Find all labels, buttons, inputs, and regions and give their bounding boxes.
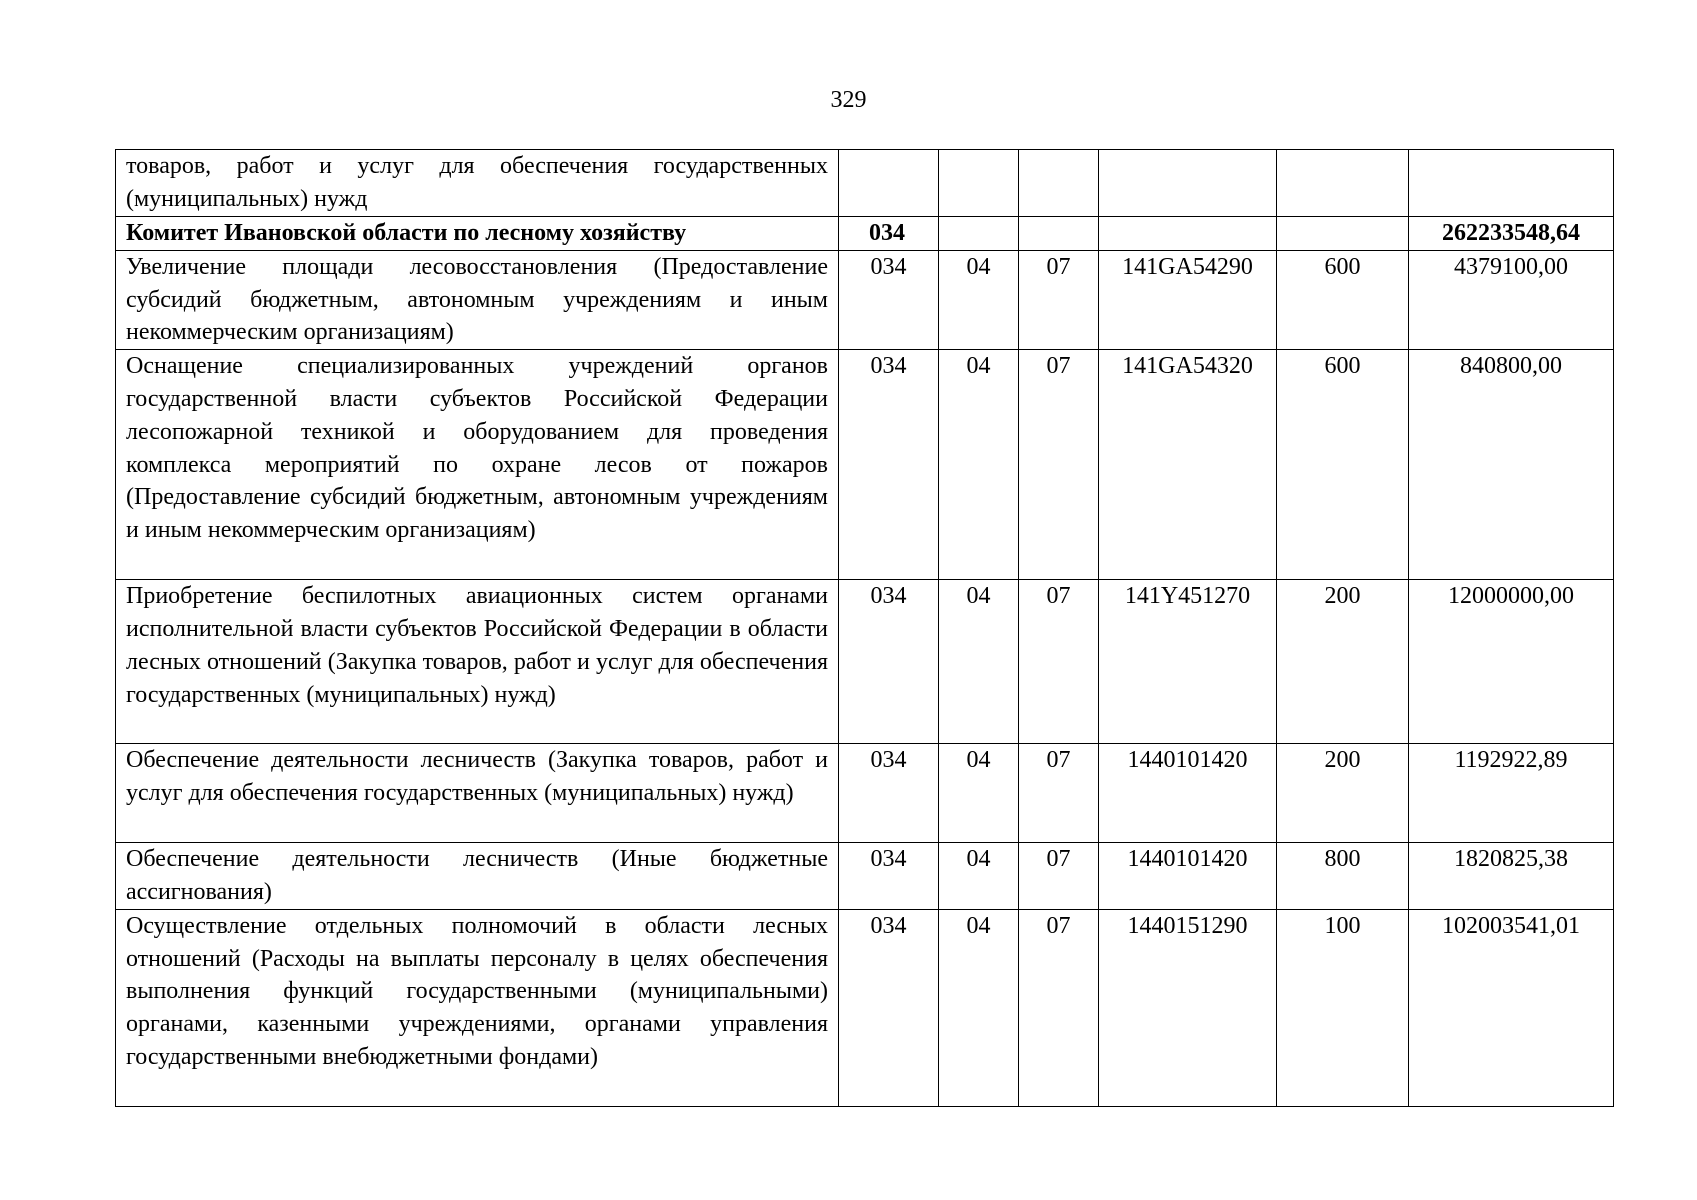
expense-type-code: 800: [1277, 843, 1409, 910]
expense-type-code: 200: [1277, 580, 1409, 744]
target-article-code: 141GA54320: [1099, 350, 1277, 580]
row-name: Приобретение беспилотных авиационных систем органами исполнительной власти субъектов Российской Федерации в области лесных отношений (Закупка товаров, работ и услуг для обеспечения государственных (муниципальных) нужд): [116, 580, 839, 744]
table-row: [116, 250, 1614, 349]
row-name: Осуществление отдельных полномочий в области лесных отношений (Расходы на выплаты персоналу в целях обеспечения выполнения функций государственными (муниципальными) органами, казенными учреждениями, органами управления государственными внебюджетными фондами): [116, 909, 839, 1106]
row-name: товаров, работ и услуг для обеспечения государственных (муниципальных) нужд: [116, 150, 839, 217]
target-article-code: [1099, 217, 1277, 251]
ministry-code: 034: [839, 744, 939, 843]
ministry-code: 034: [839, 250, 939, 349]
amount: 1820825,38: [1409, 843, 1614, 910]
table-row: [116, 150, 1614, 217]
table-row: [116, 350, 1614, 580]
table-row: [116, 744, 1614, 843]
table-row: [116, 909, 1614, 1106]
section-code: 04: [939, 843, 1019, 910]
subsection-code: 07: [1019, 350, 1099, 580]
section-code: 04: [939, 744, 1019, 843]
ministry-code: 034: [839, 909, 939, 1106]
amount: 840800,00: [1409, 350, 1614, 580]
section-code: [939, 150, 1019, 217]
ministry-code: 034: [839, 580, 939, 744]
subsection-code: [1019, 150, 1099, 217]
expense-type-code: 200: [1277, 744, 1409, 843]
expense-type-code: 600: [1277, 350, 1409, 580]
target-article-code: 1440101420: [1099, 744, 1277, 843]
amount: 102003541,01: [1409, 909, 1614, 1106]
target-article-code: [1099, 150, 1277, 217]
row-name: Увеличение площади лесовосстановления (Предоставление субсидий бюджетным, автономным учреждениям и иным некоммерческим организациям): [116, 250, 839, 349]
target-article-code: 141GA54290: [1099, 250, 1277, 349]
table-row: [116, 580, 1614, 744]
subsection-code: 07: [1019, 250, 1099, 349]
amount: 262233548,64: [1409, 217, 1614, 251]
amount: [1409, 150, 1614, 217]
subsection-code: 07: [1019, 744, 1099, 843]
subsection-code: 07: [1019, 580, 1099, 744]
subsection-code: 07: [1019, 843, 1099, 910]
row-name: Обеспечение деятельности лесничеств (Иные бюджетные ассигнования): [116, 843, 839, 910]
expense-type-code: [1277, 150, 1409, 217]
amount: 4379100,00: [1409, 250, 1614, 349]
section-code: 04: [939, 909, 1019, 1106]
subsection-code: 07: [1019, 909, 1099, 1106]
section-code: 04: [939, 580, 1019, 744]
expense-type-code: 600: [1277, 250, 1409, 349]
budget-table: [115, 149, 1614, 1107]
ministry-code: [839, 150, 939, 217]
section-code: 04: [939, 350, 1019, 580]
row-name: Обеспечение деятельности лесничеств (Закупка товаров, работ и услуг для обеспечения государственных (муниципальных) нужд): [116, 744, 839, 843]
row-name: Комитет Ивановской области по лесному хозяйству: [116, 217, 839, 251]
section-code: 04: [939, 250, 1019, 349]
table-row: [116, 843, 1614, 910]
amount: 12000000,00: [1409, 580, 1614, 744]
ministry-code: 034: [839, 350, 939, 580]
section-code: [939, 217, 1019, 251]
target-article-code: 1440101420: [1099, 843, 1277, 910]
page-number: 329: [830, 87, 867, 113]
expense-type-code: [1277, 217, 1409, 251]
table-row: [116, 217, 1614, 251]
expense-type-code: 100: [1277, 909, 1409, 1106]
row-name: Оснащение специализированных учреждений органов государственной власти субъектов Российской Федерации лесопожарной техникой и оборудованием для проведения комплекса мероприятий по охране лесов от пожаров (Предоставление субсидий бюджетным, автономным учреждениям и иным некоммерческим организациям): [116, 350, 839, 580]
amount: 1192922,89: [1409, 744, 1614, 843]
ministry-code: 034: [839, 217, 939, 251]
subsection-code: [1019, 217, 1099, 251]
target-article-code: 141Y451270: [1099, 580, 1277, 744]
ministry-code: 034: [839, 843, 939, 910]
target-article-code: 1440151290: [1099, 909, 1277, 1106]
